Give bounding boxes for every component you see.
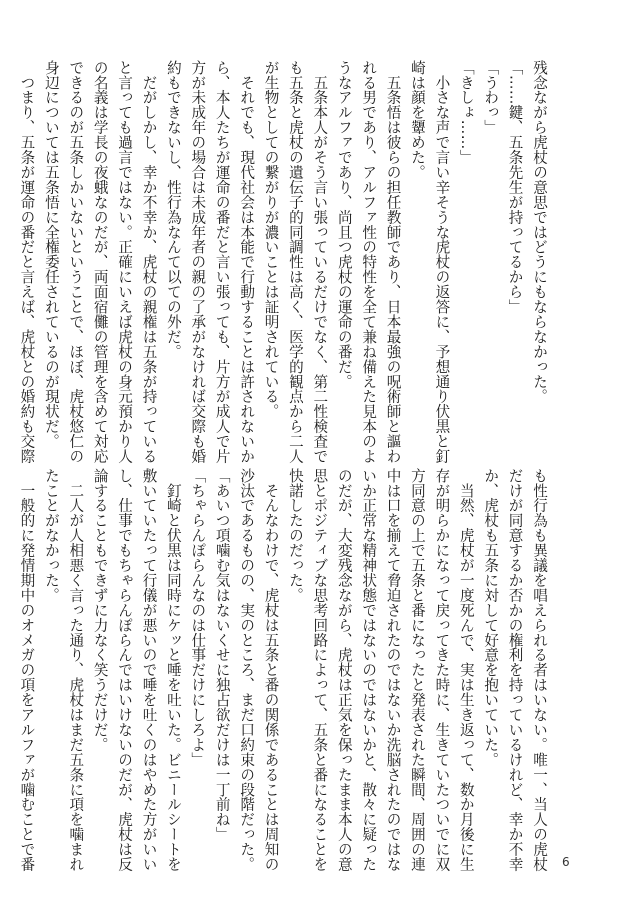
text-line: 五条悟は彼らの担任教師であり、日本最強の呪術師と謳わ: [384, 60, 402, 464]
text-line: いか正常な精神状態ではないのではないかと、散々に疑った: [360, 468, 378, 872]
text-line: か、虎杖も五条に対して好意を抱いていた。: [482, 468, 500, 767]
text-tier-top: [14, 60, 551, 464]
text-line: 快諾したのだった。: [286, 468, 304, 603]
text-line: 沙汰であるものの、実のところ、まだ口約束の段階だった。: [238, 468, 256, 872]
text-line: の名義は学長の夜蛾なのだが、両面宿儺の管理を含めて対応: [91, 60, 109, 464]
text-line: 一般的に発情期中のオメガの項をアルファが噛むことで番: [18, 468, 36, 872]
text-line: うなアルファであり、尚且つ虎杖の運命の番だ。: [335, 60, 353, 389]
text-line: 「……鍵、五条先生が持ってるから」: [506, 60, 524, 315]
text-line: 約もできないし、性行為なんて以ての外だ。: [164, 60, 182, 359]
text-line: 思とポジティブな思考回路によって、五条と番になることを: [311, 468, 329, 872]
text-line: 小さな声で言い辛そうな虎杖の返答に、予想通り伏黒と釘: [433, 60, 451, 464]
text-line: 五条本人がそう言い張っているだけでなく、第二性検査で: [311, 60, 329, 464]
text-line: と言っても過言ではない。正確にいえば虎杖の身元預かり人: [116, 60, 134, 464]
text-line: 残念ながら虎杖の意思ではどうにもならなかった。: [531, 60, 548, 404]
text-line: のだが、大変残念ながら、虎杖は正気を保ったまま本人の意: [335, 468, 353, 872]
text-line: 「うわっ」: [482, 60, 500, 135]
text-line: が生物としての繋がりが濃いことは証明されている。: [262, 60, 280, 419]
text-line: 敷いていたって行儀が悪いので唾を吐くのはやめた方がいい: [140, 468, 158, 872]
text-line: そんなわけで、虎杖は五条と番の関係であることは周知の: [262, 468, 280, 872]
text-line: も性行為も異議を唱えられる者はいない。唯一、当人の虎杖: [531, 468, 548, 872]
text-line: 中は口を揃えて脅迫されたのではないか洗脳されたのではな: [384, 468, 402, 872]
text-line: 「あいつ項噛む気はないくせに独占欲だけは一丁前ね」: [213, 468, 231, 842]
text-line: 存が明らかになって戻ってきた時に、生きていたついでに双: [433, 468, 451, 872]
text-line: だがしかし、幸か不幸か、虎杖の親権は五条が持っている: [140, 60, 158, 464]
text-line: だけが同意するか否かの権利を持っているけれど、幸か不幸: [506, 468, 524, 872]
text-tier-bottom: [14, 468, 551, 872]
text-line: 二人が人相悪く言った通り、虎杖はまだ五条に項を噛まれ: [67, 468, 85, 872]
text-line: たことがなかった。: [42, 468, 60, 603]
text-line: できるのが五条しかいないということで、ほぼ、虎杖悠仁の: [67, 60, 85, 464]
text-line: 方同意の上で五条と番になったと発表された瞬間、周囲の連: [408, 468, 426, 872]
text-line: 論することもできずに力なく笑うだけだ。: [91, 468, 109, 753]
text-line: それでも、現代社会は本能で行動することは許されないか: [238, 60, 256, 464]
text-line: 方が未成年の場合は未成年者の親の了承がなければ交際も婚: [189, 60, 207, 464]
text-line: つまり、五条が運命の番だと言えば、虎杖との婚約も交際: [18, 60, 36, 464]
text-line: 当然、虎杖が一度死んで、実は生き返って、数か月後に生: [457, 468, 475, 872]
page-number: 6: [562, 855, 570, 869]
text-line: 崎は顔を顰めた。: [408, 60, 426, 180]
text-line: 身辺については五条悟に全権委任されているのが現状だ。: [42, 60, 60, 449]
text-line: も五条と虎杖の遺伝子的同調性は高く、医学的観点から二人: [286, 60, 304, 464]
text-line: 「きしょ……」: [457, 60, 475, 165]
text-line: れる男であり、アルファ性の特性を全て兼ね備えた見本のよ: [360, 60, 378, 464]
text-line: し、仕事でもちゃらんぽらんではいけないのだが、虎杖は反: [116, 468, 134, 872]
text-line: 「ちゃらんぽらんなのは仕事だけにしろよ」: [189, 468, 207, 767]
text-line: 釘崎と伏黒は同時にケッと唾を吐いた。ビニールシートを: [164, 468, 182, 872]
text-line: ら、本人たちが運命の番だと言い張っても、片方が成人で片: [213, 60, 231, 464]
